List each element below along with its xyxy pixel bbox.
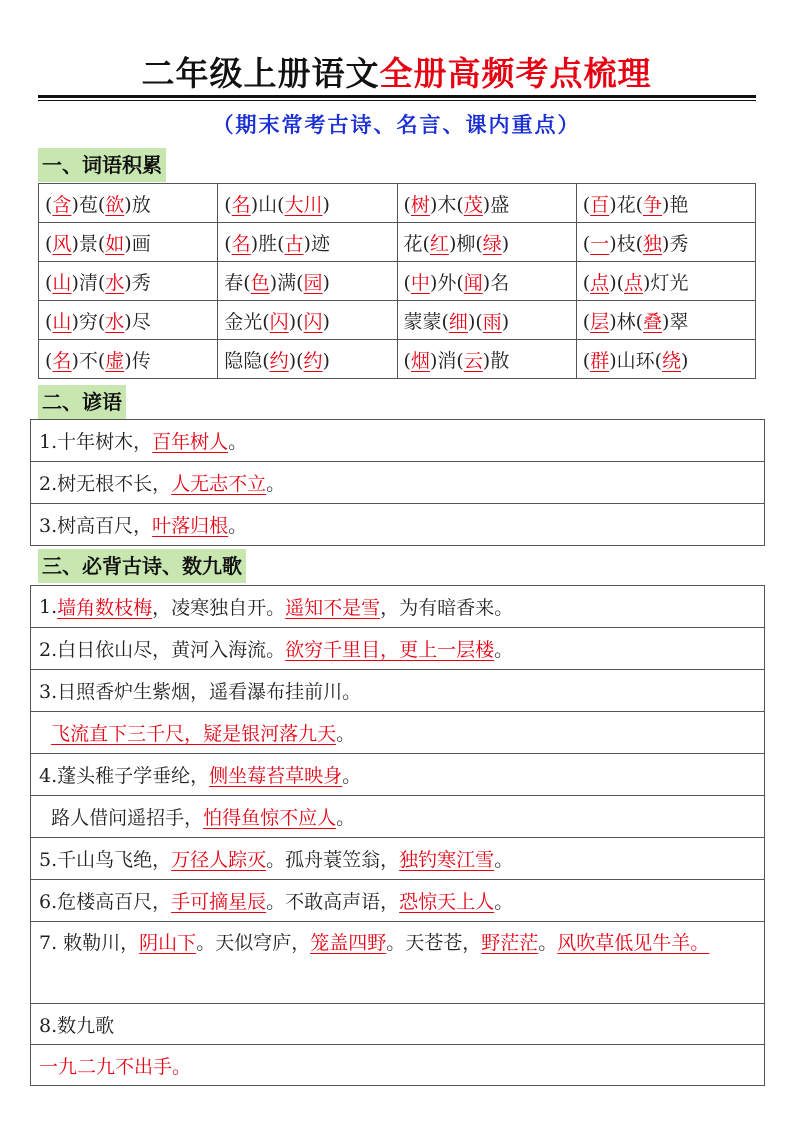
answer-text: 闪 [303, 310, 323, 333]
poem-row [31, 754, 764, 796]
title-rule-thin [38, 100, 756, 101]
plain-text: ，为有暗香来。 [380, 597, 514, 619]
words-row [39, 223, 756, 262]
answer-text: 怕得鱼惊不应人 [203, 807, 337, 829]
plain-text: ( [582, 310, 591, 333]
answer-text: 山 [52, 310, 72, 333]
title-red-part: 全册高频考点梳理 [379, 54, 652, 93]
answer-text: 约 [269, 349, 289, 372]
answer-text: 如 [105, 232, 125, 255]
proverb-row [31, 462, 764, 504]
answer-text: 树 [410, 193, 430, 216]
words-cell [218, 184, 397, 223]
plain-text: 蒙蒙( [403, 310, 449, 333]
plain-text: 。 [228, 431, 248, 453]
answer-text: 绿 [482, 232, 502, 255]
words-cell [218, 262, 397, 301]
plain-text: )枝( [609, 232, 644, 255]
proverbs-list [30, 419, 765, 546]
poem-row [31, 880, 764, 922]
answer-text: 万径人踪灭 [171, 849, 267, 871]
plain-text: ) [322, 349, 330, 372]
answer-text: 笼盖四野 [310, 932, 387, 954]
words-cell [397, 301, 576, 340]
page-title [0, 54, 793, 94]
words-cell [576, 301, 755, 340]
answer-text: 阴山下 [139, 932, 197, 954]
answer-text: 约 [303, 349, 323, 372]
answer-text: 欲 [105, 193, 125, 216]
words-cell [576, 340, 755, 379]
plain-text: )画 [124, 232, 151, 255]
plain-text: ( [45, 193, 53, 216]
poem-row [31, 796, 764, 838]
plain-text: 。 [494, 849, 514, 871]
answer-text: 园 [303, 271, 323, 294]
answer-text: 古 [284, 232, 304, 255]
plain-text: 。不敢高声语， [266, 891, 400, 913]
answer-text: 水 [105, 271, 125, 294]
plain-text: 。孤舟蓑笠翁， [266, 849, 400, 871]
answer-text: 人无志不立 [171, 473, 267, 495]
words-cell [576, 262, 755, 301]
plain-text: ( [403, 349, 411, 372]
plain-text: 3.树高百尺， [39, 515, 153, 537]
plain-text: 。 [228, 515, 248, 537]
poem-row [31, 838, 764, 880]
plain-text: ( [45, 310, 53, 333]
plain-text: )艳 [662, 193, 689, 216]
words-table-body [39, 184, 756, 379]
plain-text: ( [45, 271, 53, 294]
plain-text: 隐隐( [224, 349, 270, 372]
answer-text: 风 [52, 232, 72, 255]
answer-text: 遥知不是雪 [285, 597, 381, 619]
answer-text: 点 [590, 271, 610, 294]
answer-text: 大川 [284, 193, 323, 216]
plain-text: )( [609, 271, 625, 294]
plain-text: )迹 [303, 232, 330, 255]
words-cell [39, 301, 218, 340]
answer-text: 闻 [463, 271, 483, 294]
answer-text: 野茫茫 [481, 932, 539, 954]
plain-text: 5.千山鸟飞绝， [39, 849, 172, 871]
answer-text: 名 [52, 349, 72, 372]
poem-row [31, 1004, 764, 1045]
plain-text: 7. 敕勒川， [39, 932, 140, 954]
answer-text: 侧坐莓苔草映身 [209, 765, 343, 787]
plain-text: )外( [429, 271, 464, 294]
words-cell [397, 184, 576, 223]
plain-text: )山( [250, 193, 285, 216]
answer-text: 群 [590, 349, 610, 372]
answer-text: 争 [643, 193, 663, 216]
plain-text: )翠 [662, 310, 689, 333]
poem-row [31, 1045, 764, 1086]
plain-text: ，凌寒独自开。 [152, 597, 286, 619]
plain-text: )盛 [482, 193, 510, 216]
answer-text: 飞流直下三千尺，疑是银河落九天 [51, 723, 337, 745]
words-cell [39, 184, 218, 223]
title-rule-thick [38, 95, 756, 98]
plain-text: )满( [269, 271, 304, 294]
plain-text: 4.蓬头稚子学垂纶， [39, 765, 210, 787]
answer-text: 层 [590, 310, 610, 333]
poem-row [31, 922, 764, 1004]
plain-text: )名 [482, 271, 510, 294]
plain-text: ( [45, 232, 53, 255]
plain-text: ) [501, 232, 510, 255]
answer-text: 云 [463, 349, 483, 372]
plain-text: ) [681, 349, 689, 372]
proverb-row [31, 504, 764, 546]
plain-text: )尽 [124, 310, 151, 333]
plain-text: ( [224, 193, 232, 216]
plain-text: 路人借问遥招手， [39, 807, 204, 829]
words-cell [39, 223, 218, 262]
answer-text: 中 [410, 271, 430, 294]
plain-text: ( [582, 349, 591, 372]
plain-text: 3.日照香炉生紫烟，遥看瀑布挂前川。 [39, 681, 362, 703]
answer-text: 茂 [463, 193, 483, 216]
plain-text: )秀 [124, 271, 151, 294]
answer-text: 手可摘星辰 [171, 891, 267, 913]
plain-text: ) [501, 310, 510, 333]
plain-text: 。 [336, 723, 356, 745]
plain-text: ( [403, 193, 411, 216]
answer-text: 叶落归根 [152, 515, 229, 537]
words-row [39, 301, 756, 340]
answer-text: 闪 [269, 310, 289, 333]
plain-text: )景( [71, 232, 106, 255]
plain-text: 金光( [224, 310, 270, 333]
section-heading-proverbs: 二、谚语 [38, 385, 126, 419]
plain-text: )( [288, 349, 304, 372]
words-cell [218, 223, 397, 262]
plain-text: )穷( [71, 310, 106, 333]
plain-text: )柳( [448, 232, 483, 255]
words-cell [218, 340, 397, 379]
plain-text: )秀 [662, 232, 689, 255]
words-table [38, 183, 756, 379]
plain-text: ) [322, 193, 330, 216]
answer-text: 虚 [105, 349, 125, 372]
words-row [39, 184, 756, 223]
answer-text: 独钓寒江雪 [399, 849, 495, 871]
plain-text: )传 [124, 349, 151, 372]
plain-text: ) [322, 271, 330, 294]
plain-text: 6.危楼高百尺， [39, 891, 172, 913]
proverb-row [31, 420, 764, 462]
plain-text: 。 [494, 639, 514, 661]
red-text: 一九二九不出手。 [39, 1055, 192, 1078]
poem-row [31, 712, 764, 754]
answer-text: 含 [52, 193, 72, 216]
poem-row [31, 670, 764, 712]
answer-text: 欲穷千里目，更上一层楼 [285, 639, 495, 661]
plain-text: ( [45, 349, 53, 372]
words-cell [39, 262, 218, 301]
plain-text: )胜( [250, 232, 285, 255]
answer-text: 色 [250, 271, 270, 294]
answer-text: 点 [624, 271, 644, 294]
plain-text: )放 [124, 193, 151, 216]
answer-text: 百年树人 [152, 431, 229, 453]
plain-text: )花( [609, 193, 644, 216]
answer-text: 绕 [662, 349, 682, 372]
plain-text: ( [403, 271, 411, 294]
answer-text: 水 [105, 310, 125, 333]
plain-text: )散 [482, 349, 510, 372]
plain-text: )消( [429, 349, 464, 372]
plain-text: ) [322, 310, 330, 333]
words-cell [576, 184, 755, 223]
words-cell [397, 340, 576, 379]
plain-text: )木( [429, 193, 464, 216]
answer-text: 细 [448, 310, 468, 333]
words-cell [39, 340, 218, 379]
answer-text: 墙角数枝梅 [57, 597, 153, 619]
plain-text: )( [467, 310, 483, 333]
plain-text [39, 722, 51, 744]
plain-text: )林( [609, 310, 644, 333]
answer-text: 恐惊天上人 [399, 891, 495, 913]
plain-text: )清( [71, 271, 106, 294]
words-cell [576, 223, 755, 262]
answer-text: 雨 [482, 310, 502, 333]
answer-text: 百 [590, 193, 610, 216]
section-heading-poems: 三、必背古诗、数九歌 [38, 549, 246, 583]
answer-text: 独 [643, 232, 663, 255]
plain-text: 。 [494, 891, 514, 913]
answer-text: 山 [52, 271, 72, 294]
plain-text: )山环( [609, 349, 663, 372]
subtitle: （期末常考古诗、名言、课内重点） [212, 113, 581, 137]
plain-text: ( [582, 271, 591, 294]
plain-text: 春( [224, 271, 251, 294]
answer-text: 红 [429, 232, 449, 255]
words-cell [397, 223, 576, 262]
plain-text: 2.白日依山尽，黄河入海流。 [39, 639, 286, 661]
title-black-part: 二年级上册语文 [141, 54, 380, 93]
plain-text: ( [582, 193, 591, 216]
words-row [39, 340, 756, 379]
answer-text: 风吹草低见牛羊。 [557, 932, 710, 954]
plain-text: 1.十年树木， [39, 431, 153, 453]
poem-row [31, 628, 764, 670]
words-cell [218, 301, 397, 340]
poems-list [30, 585, 765, 1086]
plain-text: 2.树无根不长， [39, 473, 172, 495]
words-row [39, 262, 756, 301]
answer-text: 烟 [410, 349, 430, 372]
plain-text: )苞( [71, 193, 106, 216]
answer-text: 叠 [643, 310, 663, 333]
plain-text: 8.数九歌 [39, 1014, 115, 1037]
plain-text: )不( [71, 349, 106, 372]
plain-text: 。 [336, 807, 356, 829]
answer-text: 名 [231, 193, 251, 216]
plain-text: 。 [538, 932, 558, 954]
answer-text: 名 [231, 232, 251, 255]
plain-text: 1. [39, 595, 58, 618]
plain-text: 花( [403, 232, 430, 255]
section-heading-words: 一、词语积累 [38, 148, 166, 182]
plain-text: )灯光 [643, 271, 689, 294]
plain-text: ( [224, 232, 232, 255]
plain-text: )( [288, 310, 304, 333]
answer-text: 一 [590, 232, 610, 255]
plain-text: 。天似穹庐， [196, 932, 311, 954]
plain-text: 。 [266, 473, 286, 495]
plain-text: 。 [342, 765, 362, 787]
plain-text: 。天苍苍， [386, 932, 482, 954]
plain-text: ( [582, 232, 591, 255]
words-cell [397, 262, 576, 301]
poem-row [31, 586, 764, 628]
